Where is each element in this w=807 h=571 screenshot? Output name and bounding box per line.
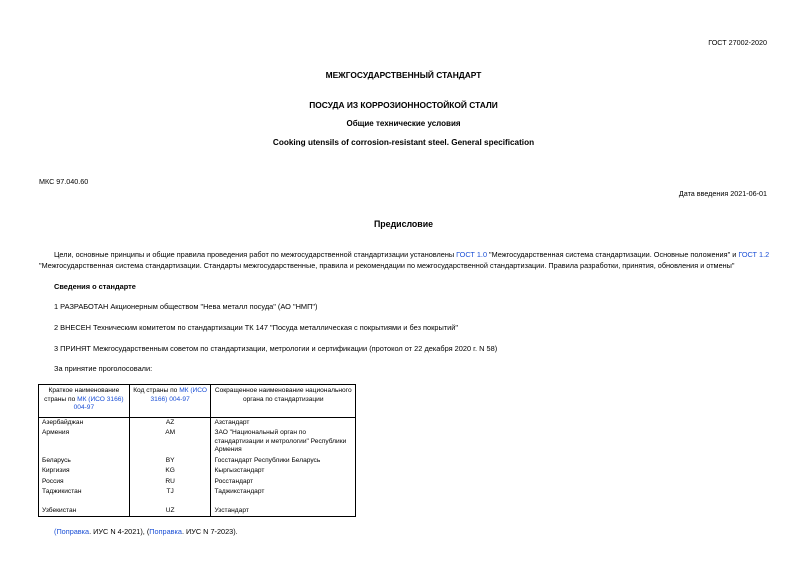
standard-title: ПОСУДА ИЗ КОРРОЗИОННОСТОЙКОЙ СТАЛИ (309, 100, 498, 110)
info-item-developed: 1 РАЗРАБОТАН Акционерным обществом "Нева металл посуда" (АО "НМП") (54, 302, 318, 311)
amendments-text: ( (54, 527, 57, 536)
preface-paragraph (39, 249, 771, 271)
paragraph-text: Цели, основные принципы и общие правила проведения работ по межгосударственной стандартизации установлены (54, 250, 457, 259)
country-code: AM (129, 428, 211, 456)
gost-1-0-link[interactable]: ГОСТ 1.0 (456, 250, 487, 259)
table-row (39, 466, 356, 477)
preface-heading: Предисловие (373, 219, 434, 229)
info-item-adopted: 3 ПРИНЯТ Межгосударственным советом по стандартизации, метрологии и сертификации (протокол от 22 декабря 2020 г. N 58) (54, 344, 498, 353)
table-row (39, 417, 356, 428)
table-row (39, 477, 356, 488)
header-country-name (39, 385, 130, 418)
country-name: Киргизия (39, 466, 130, 477)
table-row (39, 428, 356, 456)
header-country-code (129, 385, 211, 418)
country-code: RU (129, 477, 211, 488)
standard-type-heading: МЕЖГОСУДАРСТВЕННЫЙ СТАНДАРТ (325, 70, 482, 80)
standard-info-heading: Сведения о стандарте (54, 282, 136, 291)
standards-body: Азстандарт (211, 417, 356, 428)
mk-iso-3166-link[interactable]: МК (ИСО 3166) 004-97 (73, 395, 124, 411)
header-text: Краткое наименование страны по (44, 387, 120, 403)
table-row (39, 487, 356, 498)
voting-countries-table (38, 384, 356, 517)
country-name: Таджикистан (39, 487, 130, 498)
standards-body: Росстандарт (211, 477, 356, 488)
mks-code: МКС 97.040.60 (39, 177, 89, 186)
amendment-link[interactable]: Поправка (56, 527, 90, 536)
table-header-row (39, 385, 356, 418)
paragraph-text: "Межгосударственная система стандартизации. Стандарты межгосударственные, правила и рекомендации по межгосударственной стандартизации. Правила разработки, принятия, обновления и отмены" (39, 261, 735, 270)
country-code: BY (129, 456, 211, 467)
standards-body: Таджикстандарт (211, 487, 356, 498)
standards-body: Кыргызстандарт (211, 466, 356, 477)
country-name: Азербайджан (39, 417, 130, 428)
amendments-text: . ИУС N 7-2023). (181, 527, 238, 536)
country-name: Беларусь (39, 456, 130, 467)
mk-iso-3166-link[interactable]: МК (ИСО 3166) 004-97 (150, 387, 208, 403)
country-code: AZ (129, 417, 211, 428)
info-item-introduced: 2 ВНЕСЕН Техническим комитетом по стандартизации ТК 147 "Посуда металлическая с покрытиями и без покрытий" (54, 323, 459, 332)
standard-subtitle: Общие технические условия (346, 119, 461, 128)
header-text: Код страны по (133, 387, 180, 394)
voted-label: За принятие проголосовали: (54, 364, 153, 373)
standards-body: Госстандарт Республики Беларусь (211, 456, 356, 467)
amendments-text: . ИУС N 4-2021), ( (89, 527, 150, 536)
gost-1-2-link[interactable]: ГОСТ 1.2 (738, 250, 770, 259)
country-name: Узбекистан (39, 498, 130, 517)
amendments-note (54, 527, 238, 536)
standards-body: Узстандарт (211, 498, 356, 517)
paragraph-text: "Межгосударственная система стандартизации. Основные положения" и (487, 250, 739, 259)
country-name: Россия (39, 477, 130, 488)
amendment-link[interactable]: Поправка (149, 527, 182, 536)
standards-body: ЗАО "Национальный орган по стандартизации и метрологии" Республики Армения (211, 428, 356, 456)
table-row (39, 498, 356, 517)
standard-title-english: Cooking utensils of corrosion-resistant steel. General specification (272, 138, 535, 147)
country-code: KG (129, 466, 211, 477)
introduction-date: Дата введения 2021-06-01 (678, 189, 767, 198)
country-code: TJ (129, 487, 211, 498)
header-standards-body: Сокращенное наименование национального органа по стандартизации (211, 385, 356, 418)
document-code: ГОСТ 27002-2020 (708, 38, 767, 47)
table-row (39, 456, 356, 467)
country-code: UZ (129, 498, 211, 517)
country-name: Армения (39, 428, 130, 456)
